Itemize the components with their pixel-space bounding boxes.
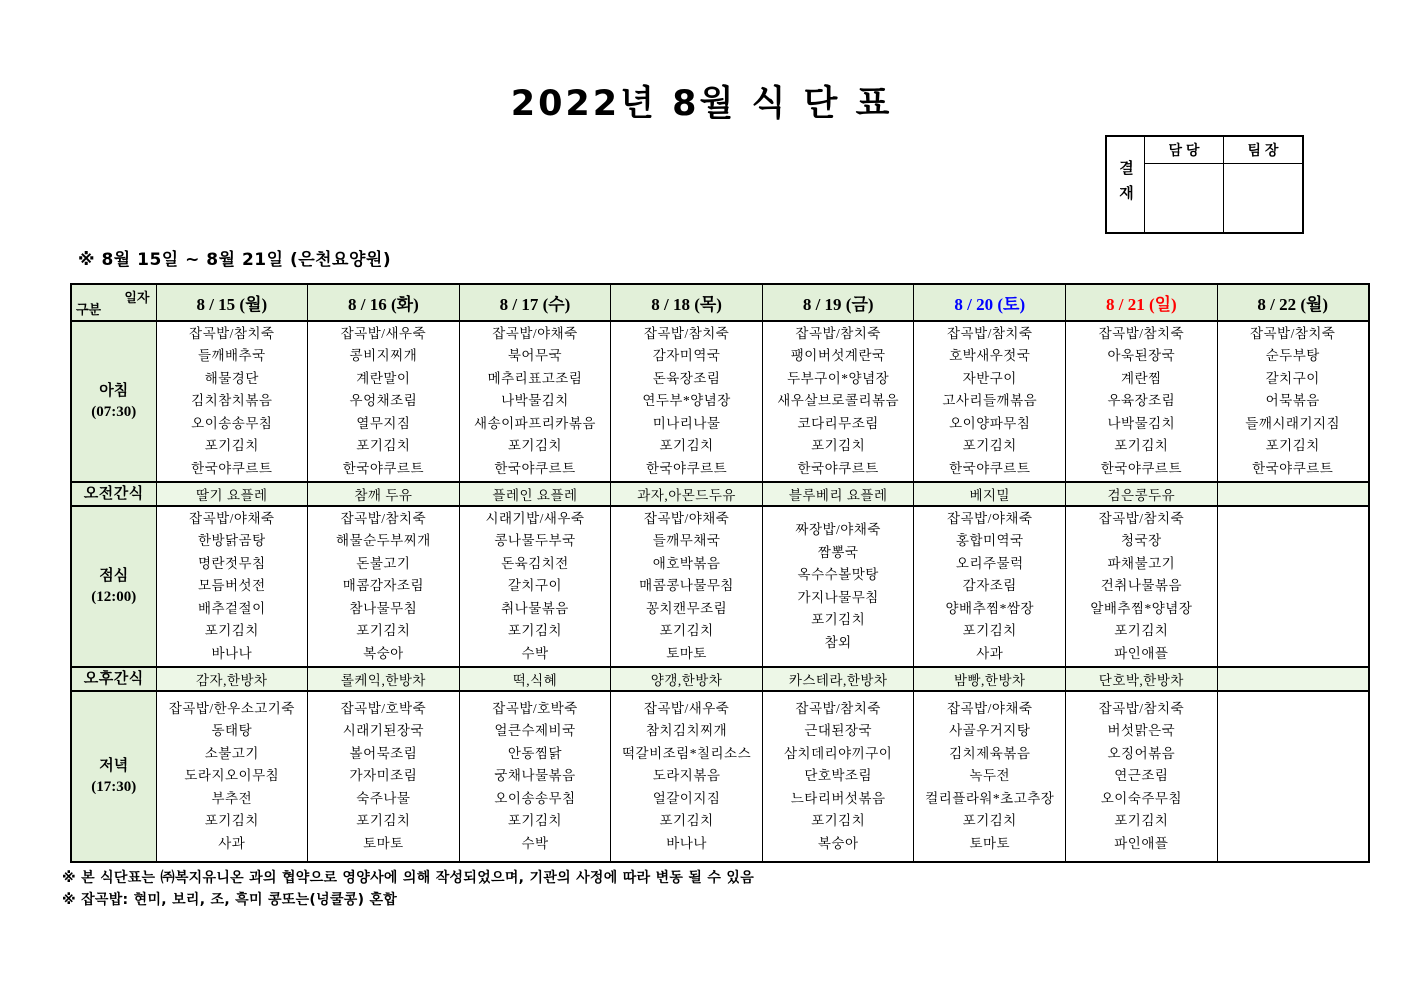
menu-item: 취나물볶음 xyxy=(501,600,569,616)
menu-item: 꽁치캔무조림 xyxy=(645,600,728,616)
menu-item: 호박새우젓국 xyxy=(949,348,1031,364)
menu-item: 포기김치 xyxy=(204,813,259,829)
menu-items xyxy=(460,508,611,666)
menu-item: 오이숙주무침 xyxy=(1100,790,1182,806)
menu-item: 도라지볶음 xyxy=(652,768,721,784)
approval-col-timjang: 팀 장 xyxy=(1247,142,1279,158)
menu-item: 파인애플 xyxy=(1114,835,1169,851)
menu-item: 고사리들깨볶음 xyxy=(942,393,1038,409)
menu-items xyxy=(460,698,611,856)
menu-item: 포기김치 xyxy=(507,623,563,639)
menu-item: 메추리표고조림 xyxy=(487,370,583,386)
approval-box xyxy=(1105,135,1304,234)
dinner-day3-cell xyxy=(611,691,763,862)
menu-item: 포기김치 xyxy=(204,623,259,639)
menu-item: 한국야쿠르트 xyxy=(949,460,1031,476)
approval-columns xyxy=(1145,137,1302,232)
menu-item: 오이송송무침 xyxy=(191,415,273,431)
row-label-time: (17:30) xyxy=(91,778,137,795)
menu-item: 부추전 xyxy=(211,790,253,806)
menu-item: 얼갈이지짐 xyxy=(652,790,721,806)
approval-stamp-label: 결재 xyxy=(1107,137,1145,232)
menu-item: 사골우거지탕 xyxy=(949,723,1031,739)
menu-item: 홍합미역국 xyxy=(955,533,1024,549)
menu-item: 매콤감자조림 xyxy=(342,578,425,594)
breakfast-day4-cell xyxy=(762,321,914,482)
menu-item: 감자조림 xyxy=(962,578,1017,594)
menu-item: 잡곡밥/새우죽 xyxy=(340,325,427,341)
menu-item: 애호박볶음 xyxy=(652,555,721,571)
dinner-day4-cell xyxy=(762,691,914,862)
dinner-row xyxy=(71,691,1369,862)
menu-item: 가지나물무침 xyxy=(797,589,879,605)
menu-items xyxy=(1066,698,1217,856)
am-snack-row xyxy=(71,482,1369,506)
pm-snack-row-label xyxy=(71,667,156,691)
menu-item: 아욱된장국 xyxy=(1107,348,1176,364)
menu-item: 콩비지찌개 xyxy=(349,348,418,364)
menu-item: 포기김치 xyxy=(659,623,714,639)
menu-item: 들깨시래기지짐 xyxy=(1245,415,1341,431)
menu-item: 잡곡밥/야채죽 xyxy=(492,325,578,341)
approval-col-damdang: 담 당 xyxy=(1145,137,1224,163)
menu-item: 우엉채조림 xyxy=(349,393,418,409)
am-snack-day5-cell: 베지밀 xyxy=(914,482,1066,506)
breakfast-day5-cell xyxy=(914,321,1066,482)
approval-sign-cell-timjang xyxy=(1224,164,1302,232)
menu-item: 청국장 xyxy=(1121,533,1162,549)
menu-items xyxy=(308,323,459,481)
day-header-4: 8 / 19 (금) xyxy=(762,284,914,321)
menu-item: 토마토 xyxy=(666,645,707,661)
menu-item: 짬뽕국 xyxy=(817,544,859,560)
lunch-day4-cell xyxy=(762,506,914,667)
menu-items xyxy=(157,323,308,481)
menu-item: 수박 xyxy=(521,835,549,851)
menu-item: 숙주나물 xyxy=(356,790,411,806)
footnote-grain-rice: ※ 잡곡밥: 현미, 보리, 조, 흑미 콩또는(넝쿨콩) 혼합 xyxy=(62,892,398,908)
menu-item: 포기김치 xyxy=(1114,813,1169,829)
breakfast-day2-cell xyxy=(459,321,611,482)
menu-item: 자반구이 xyxy=(962,370,1017,386)
menu-item: 오징어볶음 xyxy=(1107,745,1176,761)
pm-snack-day6-cell: 단호박,한방차 xyxy=(1066,667,1218,691)
menu-item: 녹두전 xyxy=(969,768,1011,784)
menu-item: 시래기된장국 xyxy=(342,723,425,739)
menu-item: 잡곡밥/참치죽 xyxy=(1249,325,1336,341)
menu-item: 돈불고기 xyxy=(356,555,411,571)
menu-item: 잡곡밥/참치죽 xyxy=(189,325,275,341)
menu-item: 잡곡밥/야채죽 xyxy=(189,510,275,526)
lunch-day0-cell xyxy=(156,506,308,667)
menu-item: 북어무국 xyxy=(507,348,563,364)
menu-item: 잡곡밥/야채죽 xyxy=(643,510,730,526)
menu-item: 새송이파프리카볶음 xyxy=(474,415,596,431)
menu-item: 잡곡밥/야채죽 xyxy=(947,510,1033,526)
menu-item: 단호박조림 xyxy=(804,768,873,784)
row-label-text: 저녁 xyxy=(99,757,129,774)
menu-item: 잡곡밥/참치죽 xyxy=(947,325,1033,341)
menu-item: 파인애플 xyxy=(1114,645,1169,661)
menu-item: 들깨배추국 xyxy=(197,348,266,364)
pm-snack-day7-cell xyxy=(1217,667,1369,691)
menu-item: 나박물김치 xyxy=(501,393,569,409)
breakfast-day6-cell xyxy=(1066,321,1218,482)
menu-item: 팽이버섯계란국 xyxy=(790,348,886,364)
am-snack-day0-cell: 딸기 요플레 xyxy=(156,482,308,506)
menu-item: 사과 xyxy=(976,645,1004,661)
day-header-5: 8 / 20 (토) xyxy=(914,284,1066,321)
menu-item: 계란찜 xyxy=(1121,370,1162,386)
breakfast-day0-cell xyxy=(156,321,308,482)
menu-item: 포기김치 xyxy=(811,813,866,829)
menu-item: 포기김치 xyxy=(507,813,563,829)
menu-item: 토마토 xyxy=(363,835,404,851)
menu-item: 잡곡밥/새우죽 xyxy=(643,700,730,716)
menu-item: 명란젓무침 xyxy=(197,555,266,571)
menu-item: 잡곡밥/호박죽 xyxy=(340,700,427,716)
menu-item: 코다리무조림 xyxy=(797,415,879,431)
dinner-day5-cell xyxy=(914,691,1066,862)
menu-items xyxy=(914,323,1065,481)
menu-items xyxy=(308,698,459,856)
menu-item: 버섯맑은국 xyxy=(1107,723,1176,739)
dinner-day2-cell xyxy=(459,691,611,862)
menu-item: 포기김치 xyxy=(356,438,411,454)
menu-item: 두부구이*양념장 xyxy=(787,370,890,386)
menu-item: 한국야쿠르트 xyxy=(797,460,879,476)
lunch-day7-cell xyxy=(1217,506,1369,667)
menu-item: 김치제육볶음 xyxy=(949,745,1031,761)
pm-snack-day3-cell: 양갱,한방차 xyxy=(611,667,763,691)
menu-item: 잡곡밥/야채죽 xyxy=(947,700,1033,716)
menu-item: 궁채나물볶음 xyxy=(494,768,576,784)
menu-item: 잡곡밥/참치죽 xyxy=(1098,700,1185,716)
menu-item: 포기김치 xyxy=(962,623,1017,639)
menu-item: 잡곡밥/참치죽 xyxy=(643,325,730,341)
menu-item: 오이송송무침 xyxy=(494,790,576,806)
menu-table-wrap xyxy=(70,283,1370,863)
dinner-day1-cell xyxy=(308,691,460,862)
menu-items xyxy=(611,698,762,856)
row-label-text: 오전간식 xyxy=(83,485,144,502)
dinner-day0-cell xyxy=(156,691,308,862)
menu-item: 잡곡밥/참치죽 xyxy=(795,325,881,341)
menu-item: 연두부*양념장 xyxy=(642,393,731,409)
menu-item: 포기김치 xyxy=(659,813,714,829)
footnote-provider: ※ 본 식단표는 ㈜복지유니온 과의 협약으로 영양사에 의해 작성되었으며, 기관의 사정에 따라 변동 될 수 있음 xyxy=(62,870,755,886)
menu-item: 근대된장국 xyxy=(804,723,873,739)
menu-item: 포기김치 xyxy=(507,438,563,454)
menu-item: 들깨무채국 xyxy=(652,533,721,549)
menu-item: 한국야쿠르트 xyxy=(645,460,728,476)
menu-items xyxy=(763,698,914,856)
am-snack-row-label xyxy=(71,482,156,506)
dinner-day6-cell xyxy=(1066,691,1218,862)
page-title: 2022년 8월 식 단 표 xyxy=(510,84,893,124)
menu-item: 복숭아 xyxy=(817,835,859,851)
menu-item: 매콤콩나물무침 xyxy=(639,578,734,594)
menu-item: 양배추찜*쌈장 xyxy=(945,600,1035,616)
lunch-day2-cell xyxy=(459,506,611,667)
menu-item: 오리주물럭 xyxy=(955,555,1024,571)
menu-item: 한국야쿠르트 xyxy=(1252,460,1334,476)
menu-item: 잡곡밥/참치죽 xyxy=(795,700,881,716)
lunch-row-label xyxy=(71,506,156,667)
lunch-day3-cell xyxy=(611,506,763,667)
approval-header-row xyxy=(1145,137,1302,164)
am-snack-day2-cell: 플레인 요플레 xyxy=(459,482,611,506)
day-header-row xyxy=(71,284,1369,321)
menu-item: 계란말이 xyxy=(356,370,411,386)
menu-item: 안동찜닭 xyxy=(507,745,563,761)
menu-item: 연근조림 xyxy=(1114,768,1169,784)
am-snack-day6-cell: 검은콩두유 xyxy=(1066,482,1218,506)
pm-snack-day0-cell: 감자,한방차 xyxy=(156,667,308,691)
date-range-subtitle: ※ 8월 15일 ~ 8월 21일 (은천요양원) xyxy=(78,250,392,270)
menu-item: 잡곡밥/참치죽 xyxy=(1098,510,1185,526)
corner-cell xyxy=(71,284,156,321)
menu-item: 토마토 xyxy=(969,835,1011,851)
menu-item: 떡갈비조림*칠리소스 xyxy=(622,745,752,761)
menu-item: 갈치구이 xyxy=(1265,370,1320,386)
menu-item: 갈치구이 xyxy=(507,578,563,594)
menu-item: 김치참치볶음 xyxy=(191,393,273,409)
menu-item: 가자미조림 xyxy=(349,768,418,784)
menu-items xyxy=(1066,508,1217,666)
row-label-time: (07:30) xyxy=(91,403,137,420)
breakfast-day3-cell xyxy=(611,321,763,482)
row-label-text: 점심 xyxy=(99,567,129,584)
menu-items xyxy=(1218,323,1368,481)
menu-items xyxy=(1066,323,1217,481)
dinner-day7-cell xyxy=(1217,691,1369,862)
menu-item: 사과 xyxy=(218,835,246,851)
pm-snack-row xyxy=(71,667,1369,691)
breakfast-row-label xyxy=(71,321,156,482)
menu-item: 포기김치 xyxy=(811,438,866,454)
menu-item: 복숭아 xyxy=(363,645,404,661)
corner-label-category: 구분 xyxy=(76,302,102,317)
menu-item: 포기김치 xyxy=(1265,438,1320,454)
row-label-text: 아침 xyxy=(99,382,129,399)
day-header-7: 8 / 22 (월) xyxy=(1217,284,1369,321)
menu-item: 포기김치 xyxy=(356,623,411,639)
menu-items xyxy=(157,698,308,856)
menu-item: 어묵볶음 xyxy=(1265,393,1320,409)
menu-item: 짜장밥/야채죽 xyxy=(795,522,881,537)
menu-items xyxy=(914,698,1065,856)
menu-item: 시래기밥/새우죽 xyxy=(485,510,585,526)
menu-item: 한국야쿠르트 xyxy=(342,460,425,476)
menu-item: 옥수수볼맛탕 xyxy=(797,567,879,582)
menu-item: 해물경단 xyxy=(204,370,259,386)
menu-item: 한국야쿠르트 xyxy=(494,460,576,476)
menu-item: 배추겉절이 xyxy=(197,600,266,616)
menu-items xyxy=(611,323,762,481)
am-snack-day7-cell xyxy=(1217,482,1369,506)
menu-item: 바나나 xyxy=(666,835,707,851)
menu-item: 참치김치찌개 xyxy=(645,723,728,739)
row-label-time: (12:00) xyxy=(91,588,137,605)
menu-item: 얼큰수제비국 xyxy=(494,723,576,739)
menu-item: 포기김치 xyxy=(1114,623,1169,639)
menu-item: 도라지오이무침 xyxy=(184,768,280,784)
menu-item: 참외 xyxy=(824,634,852,650)
menu-item: 한국야쿠르트 xyxy=(1100,460,1182,476)
menu-item: 포기김치 xyxy=(962,438,1017,454)
lunch-row xyxy=(71,506,1369,667)
dinner-row-label xyxy=(71,691,156,862)
pm-snack-day1-cell: 롤케익,한방차 xyxy=(308,667,460,691)
approval-sign-cell-damdang xyxy=(1145,164,1224,232)
menu-item: 포기김치 xyxy=(659,438,714,454)
day-header-0: 8 / 15 (월) xyxy=(156,284,308,321)
menu-item: 우육장조림 xyxy=(1107,393,1176,409)
breakfast-row xyxy=(71,321,1369,482)
day-header-1: 8 / 16 (화) xyxy=(308,284,460,321)
menu-item: 삼치데리야끼구이 xyxy=(784,745,893,761)
menu-item: 잡곡밥/참치죽 xyxy=(340,510,427,526)
am-snack-day1-cell: 참깨 두유 xyxy=(308,482,460,506)
menu-item: 소불고기 xyxy=(204,745,259,761)
menu-item: 수박 xyxy=(521,645,549,661)
menu-item: 포기김치 xyxy=(811,612,866,627)
menu-item: 감자미역국 xyxy=(652,348,721,364)
menu-item: 한국야쿠르트 xyxy=(191,460,273,476)
menu-item: 볼어묵조림 xyxy=(349,745,418,761)
lunch-day1-cell xyxy=(308,506,460,667)
am-snack-day3-cell: 과자,아몬드두유 xyxy=(611,482,763,506)
menu-item: 나박물김치 xyxy=(1107,415,1176,431)
menu-items xyxy=(763,519,914,654)
menu-item: 포기김치 xyxy=(204,438,259,454)
menu-item: 잡곡밥/한우소고기죽 xyxy=(168,700,295,716)
footnotes xyxy=(62,867,754,911)
menu-items xyxy=(157,508,308,666)
approval-signature-row xyxy=(1145,164,1302,232)
menu-item: 해물순두부찌개 xyxy=(335,533,431,549)
day-header-2: 8 / 17 (수) xyxy=(459,284,611,321)
menu-item: 순두부탕 xyxy=(1265,348,1320,364)
menu-item: 컬리플라워*초고추장 xyxy=(925,790,1055,806)
menu-table xyxy=(70,283,1370,863)
menu-item: 한방닭곰탕 xyxy=(197,533,266,549)
menu-item: 열무지짐 xyxy=(356,415,411,431)
menu-item: 잡곡밥/호박죽 xyxy=(492,700,578,716)
menu-item: 포기김치 xyxy=(962,813,1017,829)
menu-item: 콩나물두부국 xyxy=(494,533,576,549)
pm-snack-day4-cell: 카스테라,한방차 xyxy=(762,667,914,691)
menu-item: 돈육김치전 xyxy=(501,555,569,571)
day-header-6: 8 / 21 (일) xyxy=(1066,284,1218,321)
menu-item: 돈육장조림 xyxy=(652,370,721,386)
day-header-3: 8 / 18 (목) xyxy=(611,284,763,321)
menu-item: 미나리나물 xyxy=(652,415,721,431)
menu-item: 포기김치 xyxy=(356,813,411,829)
breakfast-day1-cell xyxy=(308,321,460,482)
breakfast-day7-cell xyxy=(1217,321,1369,482)
am-snack-day4-cell: 블루베리 요플레 xyxy=(762,482,914,506)
menu-item: 알배추찜*양념장 xyxy=(1090,600,1193,616)
menu-item: 건취나물볶음 xyxy=(1100,578,1182,594)
menu-item: 모듬버섯전 xyxy=(197,578,266,594)
menu-item: 동태탕 xyxy=(211,723,253,739)
lunch-day5-cell xyxy=(914,506,1066,667)
menu-items xyxy=(611,508,762,666)
menu-items xyxy=(460,323,611,481)
menu-item: 참나물무침 xyxy=(349,600,418,616)
menu-item: 새우살브로콜리볶음 xyxy=(777,393,900,409)
corner-label-date: 일자 xyxy=(124,290,150,305)
menu-item: 파채불고기 xyxy=(1107,555,1176,571)
menu-item: 바나나 xyxy=(211,645,253,661)
menu-item: 오이양파무침 xyxy=(949,415,1031,431)
lunch-day6-cell xyxy=(1066,506,1218,667)
pm-snack-day5-cell: 밤빵,한방차 xyxy=(914,667,1066,691)
menu-items xyxy=(763,323,914,481)
row-label-text: 오후간식 xyxy=(83,670,144,687)
pm-snack-day2-cell: 떡,식혜 xyxy=(459,667,611,691)
menu-item: 포기김치 xyxy=(1114,438,1169,454)
menu-items xyxy=(914,508,1065,666)
menu-item: 잡곡밥/참치죽 xyxy=(1098,325,1185,341)
menu-items xyxy=(308,508,459,666)
menu-item: 느타리버섯볶음 xyxy=(790,790,886,806)
